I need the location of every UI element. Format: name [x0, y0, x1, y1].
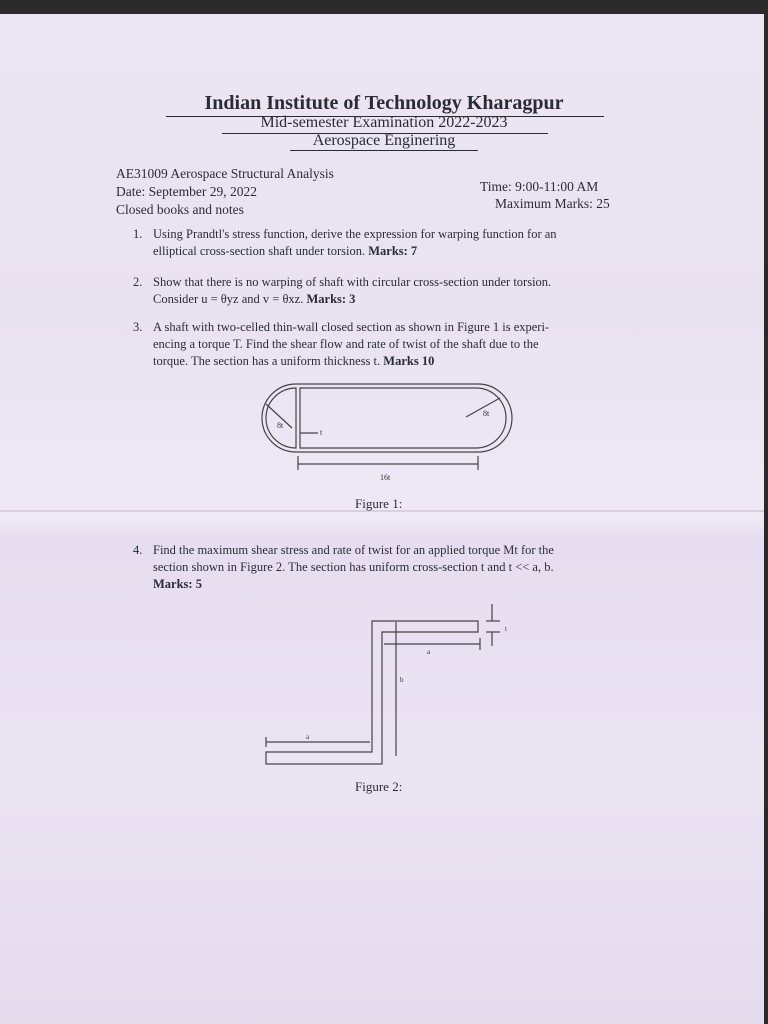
- label-a-bottom: a: [306, 733, 310, 741]
- label-b: b: [400, 676, 404, 684]
- question-line: elliptical cross-section shaft under torsion.: [153, 244, 366, 258]
- question-number: 2.: [133, 275, 143, 289]
- question-line: torque. The section has a uniform thickness t.: [153, 354, 381, 368]
- exam-rules: Closed books and notes: [116, 202, 244, 217]
- question-number: 1.: [133, 227, 143, 241]
- question-line: section shown in Figure 2. The section has uniform cross-section t and t << a, b.: [153, 560, 554, 574]
- question-line: Show that there is no warping of shaft with circular cross-section under torsion.: [153, 275, 552, 289]
- question-line: Find the maximum shear stress and rate of twist for an applied torque Mt for the: [153, 543, 554, 557]
- label-thickness: t: [320, 428, 323, 437]
- label-thickness: t: [505, 625, 507, 633]
- question-number: 3.: [133, 320, 143, 334]
- course-title: AE31009 Aerospace Structural Analysis: [116, 166, 334, 181]
- question-line: Consider u = θyz and v = θxz.: [153, 292, 304, 306]
- question-number: 4.: [133, 543, 143, 557]
- institute-title: Indian Institute of Technology Kharagpur: [204, 92, 564, 114]
- label-length: 16t: [380, 473, 391, 482]
- figure-1-caption: Figure 1:: [355, 496, 403, 511]
- exam-name: Mid-semester Examination 2022-2023: [260, 114, 508, 131]
- exam-date: Date: September 29, 2022: [116, 184, 257, 199]
- question-marks: Marks: 3: [306, 292, 356, 306]
- label-radius-left: 8t: [277, 421, 284, 430]
- question-marks: Marks: 7: [368, 244, 418, 258]
- question-marks: Marks: 5: [153, 577, 202, 591]
- department-name: Aerospace Enginering: [312, 132, 456, 149]
- label-radius-right: 8t: [483, 409, 490, 418]
- question-line: encing a torque T. Find the shear flow and rate of twist of the shaft due to the: [153, 337, 539, 351]
- exam-time: Time: 9:00-11:00 AM: [480, 179, 599, 194]
- question-marks: Marks 10: [383, 354, 435, 368]
- inner-cell-outline: [300, 388, 506, 448]
- figure-2-caption: Figure 2:: [355, 779, 403, 794]
- question-line: Using Prandtl's stress function, derive the expression for warping function for an: [153, 227, 557, 241]
- question-line: A shaft with two-celled thin-wall closed section as shown in Figure 1 is experi-: [153, 320, 550, 334]
- label-a-top: a: [427, 648, 431, 656]
- max-marks: Maximum Marks: 25: [495, 196, 610, 211]
